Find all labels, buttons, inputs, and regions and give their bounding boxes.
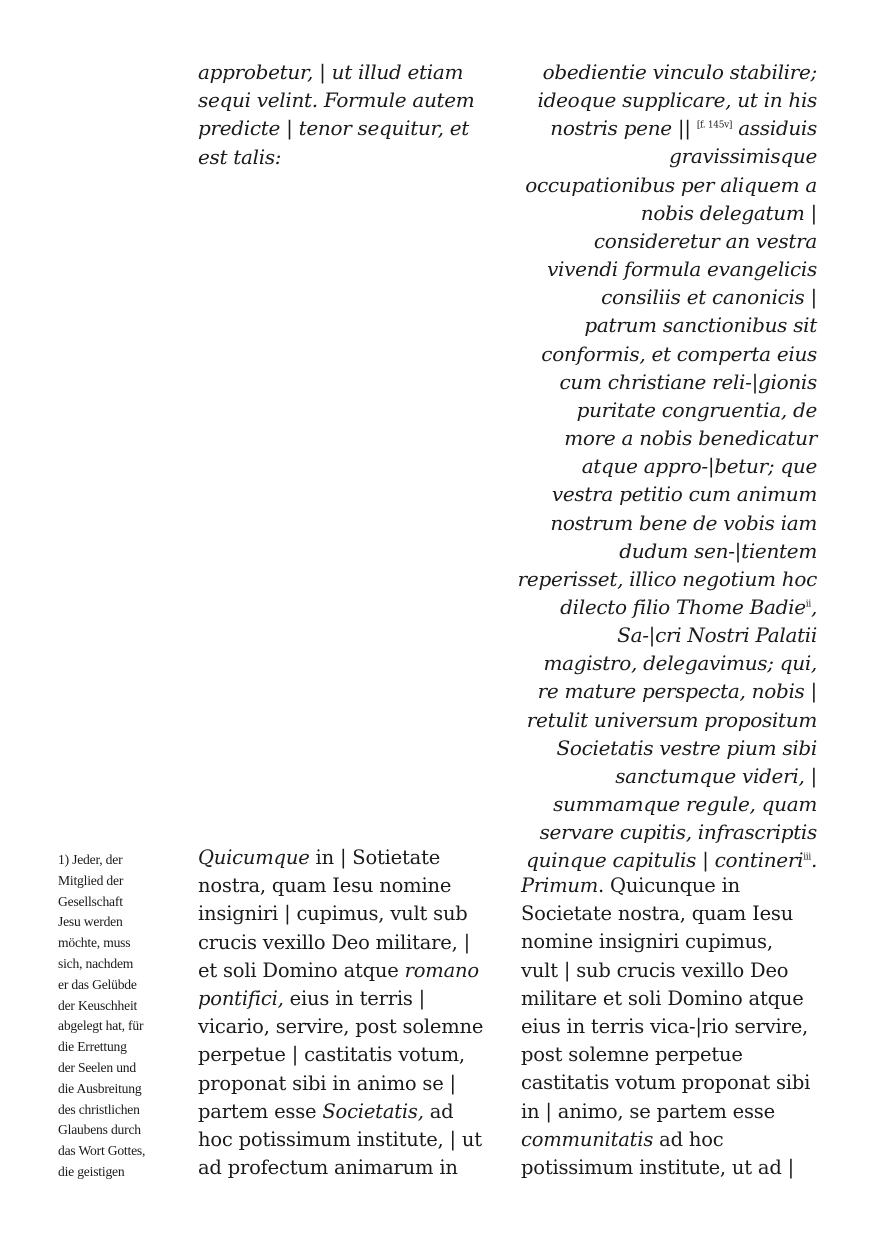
text-fragment: dilecto filio Thome Badie <box>560 594 806 619</box>
text-line: proponat sibi in animo se | <box>198 1071 456 1095</box>
text-fragment: . Quicunque in <box>598 874 741 897</box>
text-fragment-italic: pontifici, <box>198 987 284 1011</box>
text-line: sanctumque videri, | <box>615 763 817 788</box>
text-line: approbetur, | ut illud etiam <box>198 60 464 84</box>
text-line: vestra petitio cum animum <box>551 482 817 507</box>
note-line: abgelegt hat, für <box>58 1018 144 1034</box>
text-line: Sa-|cri Nostri Palatii <box>617 623 817 648</box>
text-line: ad profectum animarum in <box>198 1156 458 1180</box>
note-line: 1) Jeder, der <box>58 852 123 867</box>
note-line: möchte, muss <box>58 935 131 951</box>
text-line: obedientie vinculo stabilire; <box>542 60 817 84</box>
text-line: puritate congruentia, de <box>576 397 817 422</box>
note-line: sich, nachdem <box>58 955 134 971</box>
text-fragment: partem esse <box>198 1099 323 1123</box>
text-line <box>507 846 817 874</box>
text-line: sequi velint. Formule autem <box>198 88 475 113</box>
text-line: militare et soli Domino atque <box>521 986 804 1010</box>
note-line: die Errettung <box>58 1039 127 1055</box>
text-line <box>198 1098 498 1126</box>
text-line: post solemne perpetue <box>521 1043 743 1067</box>
text-line: servare cupitis, infrascriptis <box>539 820 817 845</box>
text-fragment: eius in terris | <box>283 987 426 1011</box>
note-line: Gesellschaft <box>58 893 123 909</box>
text-fragment: , <box>810 594 817 619</box>
text-line <box>198 985 498 1013</box>
text-line: reperisset, illico negotium hoc <box>517 566 817 591</box>
text-line: nobis delegatum | <box>640 200 817 225</box>
text-line: gravissimisque <box>669 144 817 169</box>
text-fragment: nostris pene || <box>550 116 691 141</box>
text-fragment: quinque capitulis | contineri <box>526 848 804 873</box>
latin-text-lower-middle <box>198 844 498 1182</box>
text-line: perpetue | castitatis votum, <box>198 1043 465 1067</box>
text-fragment-italic: communitatis <box>521 1127 654 1151</box>
text-fragment: ad <box>423 1099 454 1123</box>
text-line: nostrum bene de vobis iam <box>550 510 817 535</box>
text-line <box>521 1126 821 1154</box>
footnote-marker: iii <box>803 852 811 863</box>
text-line <box>521 872 821 900</box>
text-line: atque appro-|betur; que <box>581 454 817 479</box>
text-line <box>507 593 817 621</box>
text-fragment-italic: romano <box>404 958 479 982</box>
text-line: eius in terris vica-|rio servire, <box>521 1015 809 1039</box>
note-line: Jesu werden <box>58 914 123 930</box>
text-line: vult | sub crucis vexillo Deo <box>521 958 789 982</box>
text-fragment: . <box>810 848 817 873</box>
text-line: cum christiane reli-|gionis <box>559 369 817 394</box>
note-line: der Keuschheit <box>58 997 138 1013</box>
text-line: castitatis votum proponat sibi <box>521 1071 811 1095</box>
text-line: hoc potissimum institute, | ut <box>198 1128 482 1152</box>
note-line: Mitglied der <box>58 872 124 888</box>
text-line <box>198 957 498 985</box>
text-fragment: et soli Domino atque <box>198 958 405 982</box>
text-fragment-italic: Primum <box>521 874 599 897</box>
text-line: magistro, delegavimus; qui, <box>543 651 817 676</box>
text-line: vicario, servire, post solemne <box>198 1015 484 1039</box>
text-line: est talis: <box>198 144 282 169</box>
latin-text-upper-middle <box>198 58 498 171</box>
text-fragment: in | Sotietate <box>309 846 441 869</box>
note-line: das Wort Gottes, <box>58 1143 146 1159</box>
text-line: dudum sen-|tientem <box>619 538 817 563</box>
text-line: potissimum institute, ut ad | <box>521 1156 794 1180</box>
note-line: er das Gelübde <box>58 976 137 992</box>
text-line: nomine insigniri cupimus, <box>521 930 773 954</box>
text-line <box>507 114 817 142</box>
footnote-marker: ii <box>805 599 811 610</box>
note-line: des christlichen <box>58 1101 140 1117</box>
note-line: die Ausbreitung <box>58 1080 142 1096</box>
text-line: vivendi formula evangelicis <box>547 257 817 282</box>
text-line: retulit universum propositum <box>526 707 817 732</box>
text-line: summamque regule, quam <box>553 792 817 817</box>
text-line: patrum sanctionibus sit <box>584 313 817 338</box>
text-line <box>198 844 498 872</box>
latin-text-right-italic <box>507 58 817 875</box>
text-line: crucis vexillo Deo militare, | <box>198 930 470 954</box>
text-line: Societate nostra, quam Iesu <box>521 902 794 926</box>
text-fragment-italic: Quicumque <box>198 846 310 869</box>
german-translation-note <box>58 850 183 1183</box>
note-line: Glaubens durch <box>58 1122 141 1138</box>
text-fragment-italic: Societatis, <box>322 1099 424 1123</box>
text-fragment: ad hoc <box>653 1127 724 1151</box>
text-line: predicte | tenor sequitur, et <box>198 116 469 141</box>
text-line: conformis, et comperta eius <box>541 341 817 366</box>
text-line: Societatis vestre pium sibi <box>556 735 817 760</box>
note-line: die geistigen <box>58 1163 125 1179</box>
text-line: consideretur an vestra <box>593 228 817 253</box>
text-line: insigniri | cupimus, vult sub <box>198 902 468 926</box>
text-line: re mature perspecta, nobis | <box>537 679 817 704</box>
text-fragment: assiduis <box>738 116 817 141</box>
latin-text-lower-right <box>521 872 821 1182</box>
text-line: consiliis et canonicis | <box>601 285 817 310</box>
text-line: in | animo, se partem esse <box>521 1099 775 1123</box>
note-line: der Seelen und <box>58 1059 136 1075</box>
text-line: occupationibus per aliquem a <box>525 172 817 197</box>
text-line: more a nobis benedicatur <box>564 426 817 451</box>
text-line: nostra, quam Iesu nomine <box>198 874 452 898</box>
text-line: ideoque supplicare, ut in his <box>537 88 817 113</box>
folio-marker: [f. 145v] <box>696 120 733 131</box>
